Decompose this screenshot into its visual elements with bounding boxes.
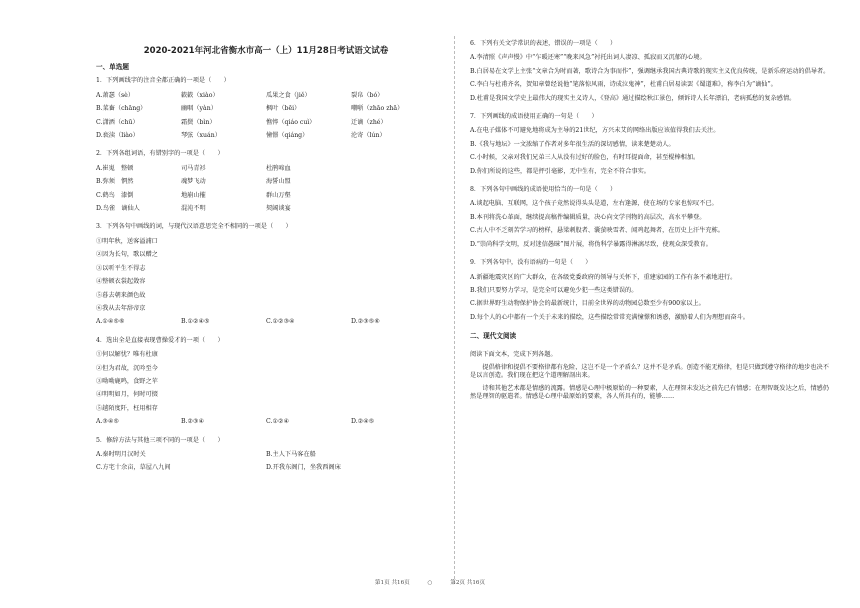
question-1-stem: 1．下列画线字的注音全都正确的一项是（ ）	[96, 77, 230, 85]
option-cell: 枫叶（bēi）	[266, 105, 301, 113]
question-3	[96, 223, 436, 326]
exam-title: 2020-2021年河北省衡水市高一（上）11月28日考试语文试卷	[143, 46, 389, 56]
option-cell: 瓜果之食（jiě）	[266, 91, 311, 99]
question-4-line: ③呦呦鹿鸣，食野之苹	[96, 377, 158, 385]
question-2	[96, 150, 436, 213]
option-b[interactable]: B.本刊将洗心革面，继续提高稿件编辑质量，决心向文学刊物的高层次，高水平攀登。	[470, 213, 706, 221]
option-c[interactable]: C.古人中不乏刻苦学习的榜样，悬梁刺股者、囊萤映雪者、闻鸡起舞者，在历史上汗牛充栋。	[470, 227, 724, 235]
option-a[interactable]: A.李清照《声声慢》中“乍暖还寒”“晚来风急”衬托出词人凄凉、孤寂而又沉郁的心境。	[470, 54, 706, 62]
question-4-options	[96, 418, 436, 426]
section-heading-modern-reading: 二、现代文阅读	[470, 332, 517, 341]
question-3-stem: 3．下列各句中画线的词，与现代汉语意思完全不相同的一项是（ ）	[96, 223, 292, 231]
reading-paragraph: 诗和其他艺术都是情感的流露。情感是心理中极原始的一种要素，人在理智未发达之前先已有情感；在理智既发达之后，情感仍然是理智的驱遣者。情感是心理中最原始的要素，各人所具有的，能够……	[470, 384, 829, 401]
question-1-option-row	[96, 105, 436, 113]
left-page	[96, 40, 436, 483]
option-d[interactable]: D.“崇尚科学文明，反对迷信愚昧”图片展，将伪科学暴露得淋漓尽致，使观众深受教育。	[470, 240, 712, 248]
question-5-option-row	[96, 464, 436, 472]
page-number-right: 第2页 共16页	[450, 580, 486, 586]
option-a[interactable]: A.③④⑤	[96, 418, 120, 426]
page-number-left: 第1页 共16页	[374, 580, 410, 586]
question-8	[470, 186, 830, 249]
option-cell: 迁谪（zhé）	[351, 118, 387, 126]
question-3-line: ③以听平生不得志	[96, 264, 146, 272]
option-cell: 琴弦（xuán）	[181, 132, 221, 140]
option-cell: D.鸟雀 谪仙人	[96, 205, 140, 213]
question-2-option-row	[96, 205, 436, 213]
option-a[interactable]: A.①④⑤⑥	[96, 318, 125, 326]
option-cell: 混沌不明	[181, 205, 206, 213]
option-cell: C.潇洒（chū）	[96, 118, 139, 126]
question-4-line: ①何以解忧？唯有杜康	[96, 351, 158, 359]
question-3-line: ⑥我从去年辞帝京	[96, 304, 146, 312]
option-d[interactable]: D.②③⑤⑥	[351, 318, 380, 326]
question-6-stem: 6．下列有关文学常识的表述，错误的一项是（ ）	[470, 40, 617, 47]
option-cell: 契阔谈宴	[266, 205, 291, 213]
option-cell: C.鹤鸟 漆倒	[96, 191, 134, 199]
reading-intro: 阅读下面文本，完成下列各题。	[470, 350, 557, 358]
option-d[interactable]: D.杜甫是我国文学史上最伟大的现实主义诗人，《登高》通过描绘秋江景色，倾诉诗人长年漂泊，老病孤愁的复杂感情。	[470, 94, 796, 102]
question-7-stem: 7．下列画线的成语使用正确的一句是（ ）	[470, 113, 598, 121]
option-cell: 沦寄（lún）	[351, 132, 386, 140]
question-2-option-row	[96, 178, 436, 186]
option-c[interactable]: C.①②③④	[266, 318, 295, 326]
question-4-stem: 4．选出全是直接表现曹操爱才的一项（ ）	[96, 336, 224, 344]
option-c[interactable]: C.小时候，父亲对我们兄弟三人从没有过好的脸色，有时耳提面命，甚至棍棒相加。	[470, 154, 700, 162]
section-heading-single-choice: 一、单选题	[96, 63, 129, 71]
question-2-option-row	[96, 165, 436, 173]
option-cell: 杜鹃啼血	[266, 164, 291, 172]
option-cell: B.弥须 惘然	[96, 178, 134, 186]
question-9	[470, 259, 830, 322]
question-8-stem: 8．下列各句中画线的成语使用恰当的一句是（ ）	[470, 186, 617, 194]
question-3-options	[96, 318, 436, 326]
page-footer	[0, 578, 860, 586]
question-4	[96, 337, 436, 427]
option-a[interactable]: A.新疆地震灾区的广大群众，在各级党委政府的领导与关怀下，重建家园的工作有条不紊地进行。	[470, 273, 737, 281]
option-cell: 裂帛（bó）	[351, 91, 384, 99]
option-d[interactable]: D.开我东阁门，坐我西阁床	[266, 464, 341, 472]
option-cell: 憔悴（qiáo cuì）	[266, 118, 316, 126]
option-cell: 嘲哳（zhāo zhā）	[351, 105, 404, 113]
option-b[interactable]: B.白居易在文学上主张“文章合为时而著，歌诗合为事而作”，强调继承我国古典诗歌的现实主义优良传统，是新乐府运动的倡导者。	[470, 67, 830, 75]
option-c[interactable]: C.据世界野生动物保护协会的最新统计，目前全世界的动物园总数至少有900家以上。	[470, 300, 705, 308]
option-d[interactable]: D.②④⑤	[351, 418, 375, 426]
question-2-option-row	[96, 192, 436, 200]
option-c[interactable]: C.方宅十余亩，草屋八九间	[96, 464, 171, 472]
option-b[interactable]: B.①②④⑤	[181, 318, 210, 326]
option-cell: D.亵渎（liào）	[96, 132, 139, 140]
question-4-line: ②但为君故，沉吟至今	[96, 364, 158, 372]
option-b[interactable]: B.《我与地坛》一文浓缩了作者对多年很生活的深切感情，读来楚楚动人。	[470, 140, 675, 148]
question-3-line: ②因为长句，歌以赠之	[96, 251, 158, 259]
option-cell: 海誓山盟	[266, 178, 291, 186]
question-5-option-row	[96, 451, 436, 459]
question-3-line: ⑤暮去朝来颜色故	[96, 291, 146, 299]
option-d[interactable]: D.每个人的心中都有一个关于未来的描绘，这些描绘常常充满憧憬和诱惑，激励着人们为理想而奋斗。	[470, 313, 749, 321]
question-1-option-row	[96, 119, 436, 127]
question-1-option-row	[96, 132, 436, 140]
question-6	[470, 40, 830, 103]
option-cell: A.萧瑟（sè）	[96, 91, 135, 99]
option-d[interactable]: D.你们所说的这些，都是抨引毫影，无中生有，完全不符合事实。	[470, 167, 650, 175]
option-cell: 群山万壑	[266, 191, 291, 199]
question-1	[96, 77, 436, 140]
option-b[interactable]: B.②③④	[181, 418, 205, 426]
option-cell: 憧憬（qiáng）	[266, 132, 309, 140]
option-cell: 簌簌（xiào）	[181, 91, 219, 99]
option-cell: B.菜畜（chāng）	[96, 105, 147, 113]
option-cell: 地崩山摧	[181, 191, 206, 199]
option-b[interactable]: B.我们只要努力学习，是完全可以避免少犯一些这类错误的。	[470, 286, 638, 294]
option-c[interactable]: C.①②④	[266, 418, 290, 426]
question-7	[470, 113, 830, 176]
option-cell: 幽咽（yàn）	[181, 105, 217, 113]
option-cell: 魂梦飞动	[181, 178, 206, 186]
option-cell: 霜鬓（bìn）	[181, 118, 216, 126]
question-3-line: ①明年秋，送客溢浦口	[96, 237, 158, 245]
question-3-line: ④整顿衣裳起敛容	[96, 278, 146, 286]
reading-paragraph: 提倡格律和提倡不要格律都有危险，这岂不是一个矛盾么？这并不是矛盾。创造不能无格律，但是只做到遵守格律的地步也决不是以言创造。我们现在把这个道理解剖出来。	[470, 363, 829, 380]
question-5	[96, 437, 436, 473]
option-cell: 司马青衫	[181, 164, 206, 172]
option-a[interactable]: A.谈起电脑、互联网，这个孩子竟然说得头头是道，左右逢源，使在场的专家也惊叹不已。	[470, 200, 718, 208]
option-c[interactable]: C.李白与杜甫齐名，贺知章曾经说他“笔落惊风雨，诗成泣鬼神”，杜甫白居易读罢《蜀道难》，称李白为“谪仙”。	[470, 81, 777, 89]
option-cell: A.崔嵬 整顿	[96, 164, 134, 172]
question-4-line: ⑤越陌度阡，枉用相存	[96, 404, 158, 412]
option-b[interactable]: B.主人下马客在船	[266, 450, 316, 458]
option-a[interactable]: A.在电子媒体不可避免地将成为主导的21世纪，方兴未艾的网络出版应该值得我们去关注。	[470, 127, 720, 135]
column-divider	[454, 36, 455, 584]
question-1-option-row	[96, 92, 436, 100]
question-4-line: ④明明如月，何时可掇	[96, 391, 158, 399]
question-2-stem: 2．下列各组词语，有错别字的一项是（ ）	[96, 150, 224, 158]
question-5-stem: 5．修辞方法与其他三项不同的一项是（ ）	[96, 436, 224, 444]
question-9-stem: 9．下列各句中，没有语病的一句是（ ）	[470, 259, 592, 267]
right-page	[470, 40, 830, 406]
page-separator: ○	[427, 580, 433, 586]
option-a[interactable]: A.秦时明月汉时关	[96, 450, 146, 458]
